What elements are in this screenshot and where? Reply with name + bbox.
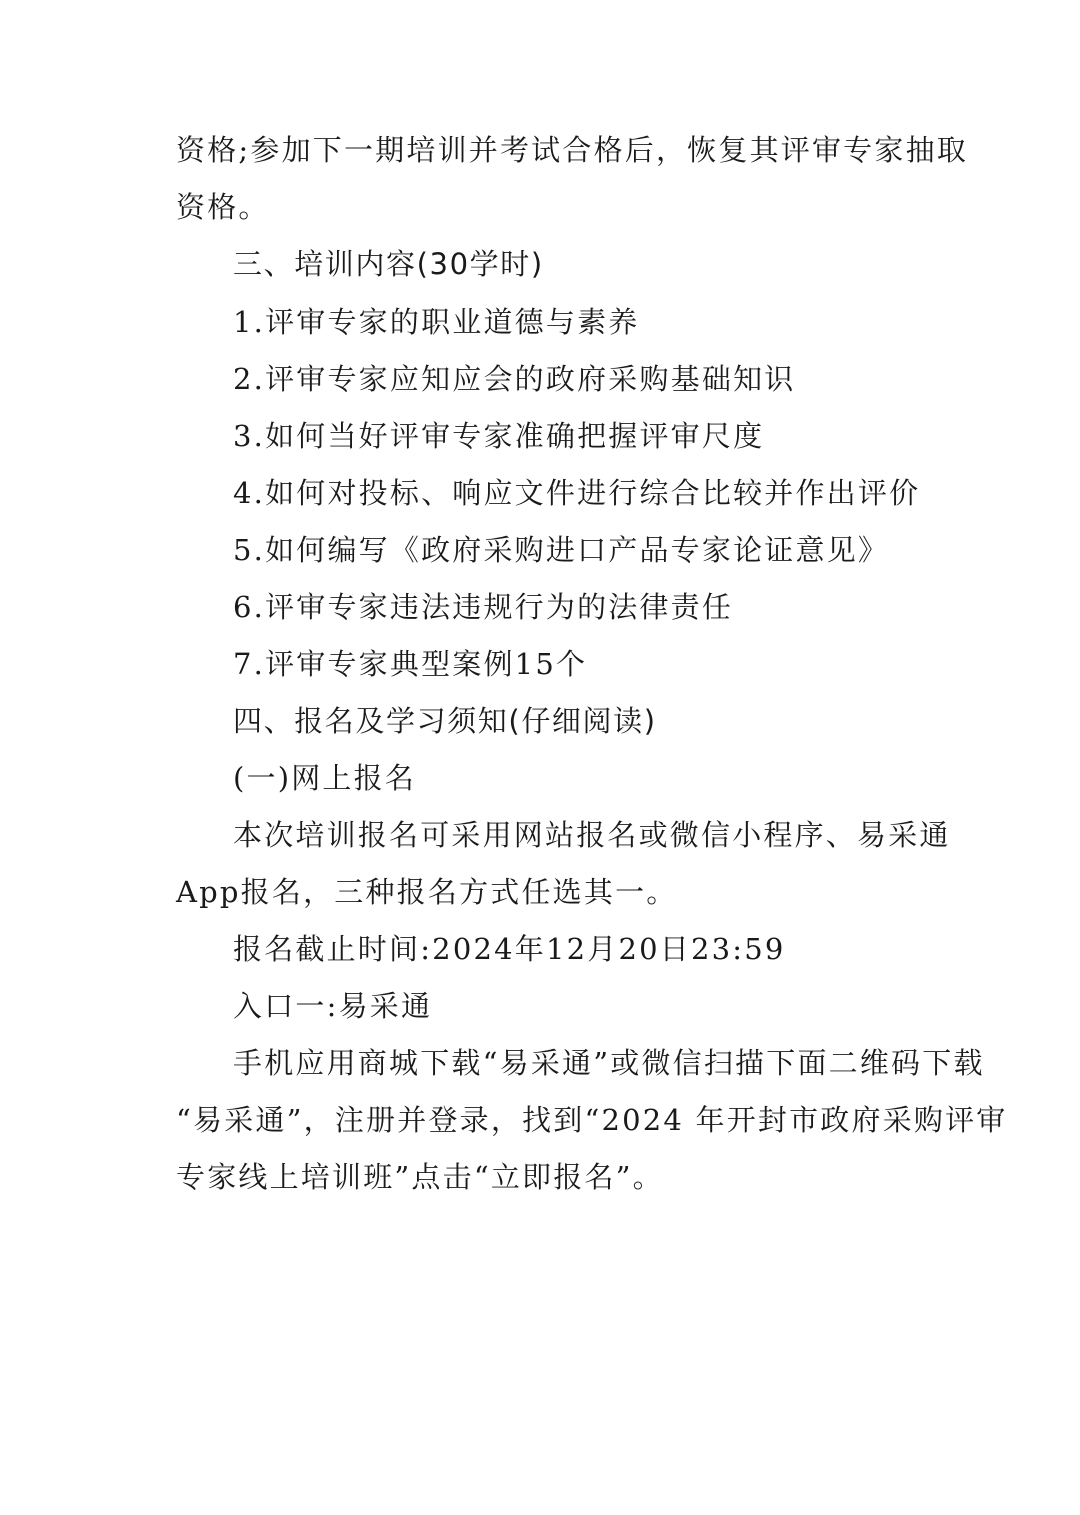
list-item: 3.如何当好评审专家准确把握评审尺度 <box>233 419 765 453</box>
list-item: 7.评审专家典型案例15个 <box>233 647 588 681</box>
paragraph-line: 专家线上培训班”点击“立即报名”。 <box>176 1160 664 1194</box>
paragraph-line: App报名，三种报名方式任选其一。 <box>176 875 678 909</box>
subsection-heading: (一)网上报名 <box>233 761 417 795</box>
paragraph-line: “易采通”，注册并登录，找到“2024 年开封市政府采购评审 <box>176 1103 1008 1137</box>
list-item: 4.如何对投标、响应文件进行综合比较并作出评价 <box>233 476 921 510</box>
paragraph-line: 资格。 <box>176 190 270 224</box>
paragraph-line: 资格;参加下一期培训并考试合格后，恢复其评审专家抽取 <box>176 133 968 167</box>
paragraph-line: 本次培训报名可采用网站报名或微信小程序、易采通 <box>233 818 951 852</box>
section-heading: 四、报名及学习须知(仔细阅读) <box>233 704 657 738</box>
entry-heading: 入口一:易采通 <box>233 989 433 1023</box>
list-item: 1.评审专家的职业道德与素养 <box>233 305 640 339</box>
paragraph-line: 手机应用商城下载“易采通”或微信扫描下面二维码下载 <box>233 1046 985 1080</box>
section-heading: 三、培训内容(30学时) <box>233 247 544 281</box>
list-item: 5.如何编写《政府采购进口产品专家论证意见》 <box>233 533 890 567</box>
deadline-text: 报名截止时间:2024年12月20日23:59 <box>233 932 786 966</box>
list-item: 6.评审专家违法违规行为的法律责任 <box>233 590 734 624</box>
list-item: 2.评审专家应知应会的政府采购基础知识 <box>233 362 796 396</box>
